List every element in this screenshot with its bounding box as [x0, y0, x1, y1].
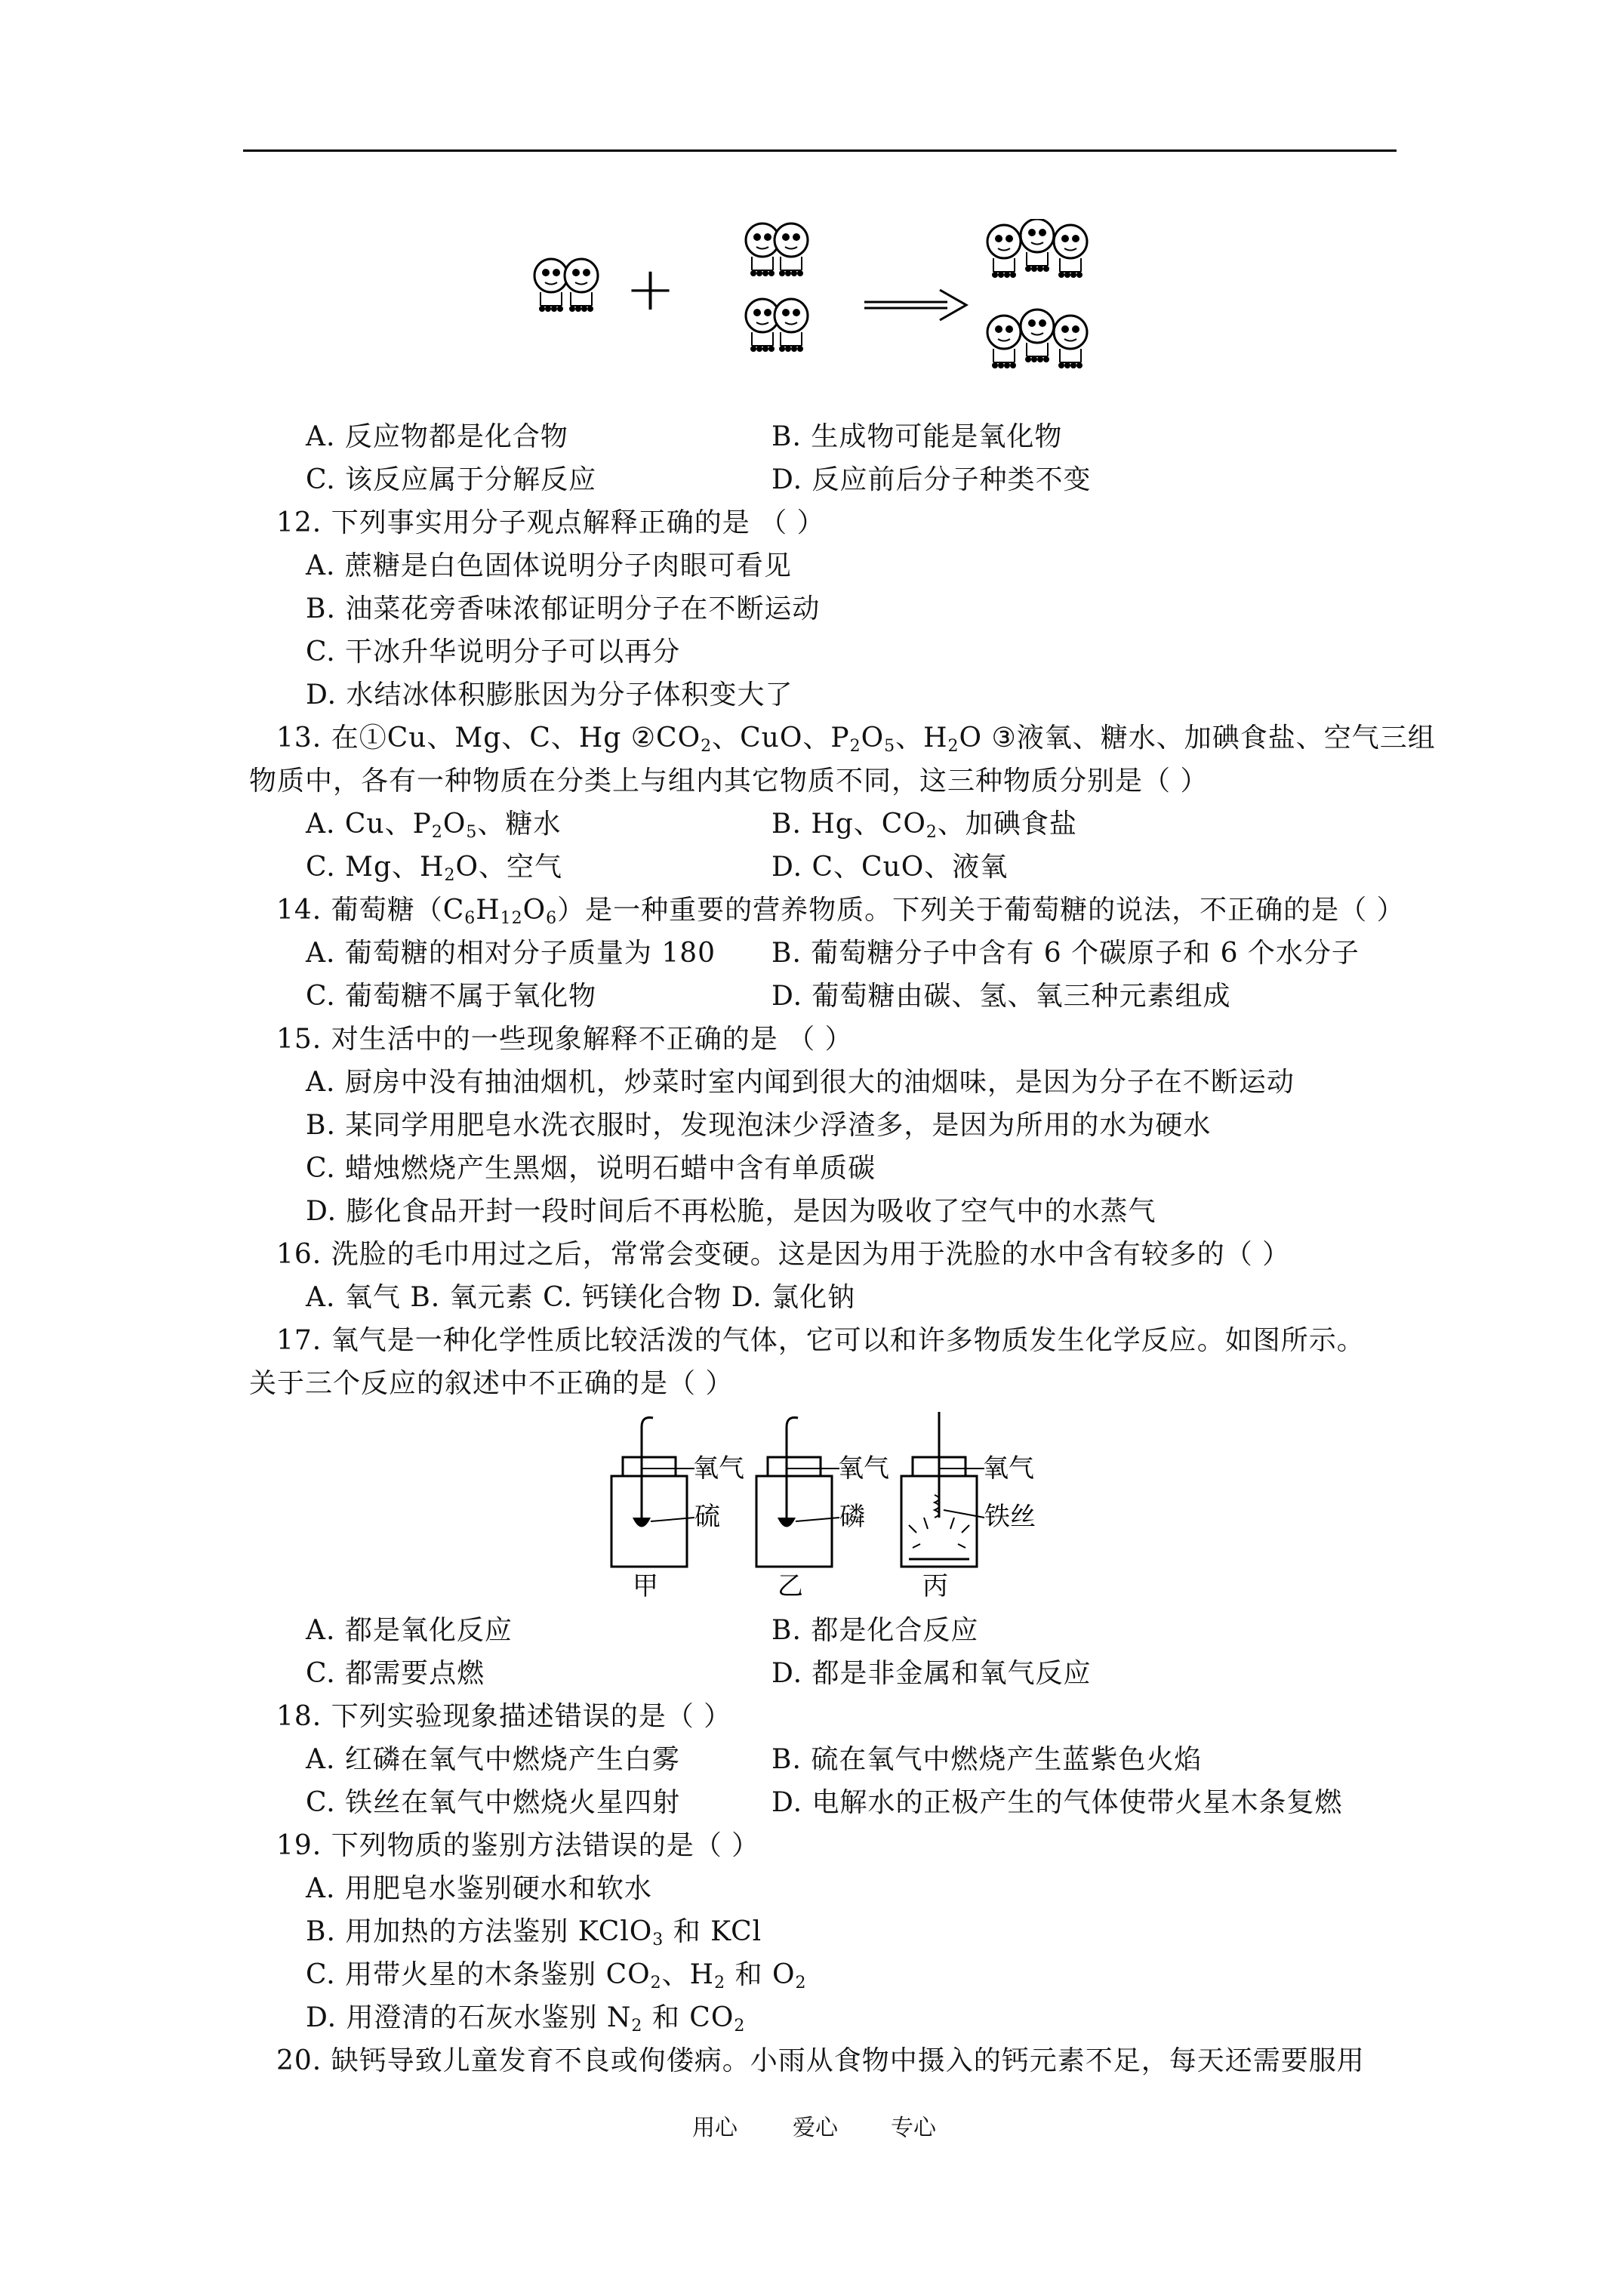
jar-yi	[756, 1418, 889, 1601]
q15-stem: 15. 对生活中的一些现象解释不正确的是 （ ）	[276, 1024, 853, 1055]
q11-option-d: D. 反应前后分子种类不变	[771, 464, 1092, 495]
q13-option-c: C. Mg、$H_2O$、空气	[306, 852, 562, 885]
q15-option-a: A. 厨房中没有抽油烟机，炒菜时室内闻到很大的油烟味，是因为分子在不断运动	[306, 1067, 1295, 1098]
q17-option-c: C. 都需要点燃	[306, 1658, 485, 1689]
q12-option-b: B. 油菜花旁香味浓郁证明分子在不断运动	[306, 593, 821, 624]
q12-option-a: A. 蔗糖是白色固体说明分子肉眼可看见	[306, 550, 792, 581]
q17-option-a: A. 都是氧化反应	[306, 1615, 513, 1646]
q13-option-d: D. C、CuO、液氧	[771, 852, 1009, 883]
q16-stem: 16. 洗脸的毛巾用过之后，常常会变硬。这是因为用于洗脸的水中含有较多的（ ）	[276, 1239, 1291, 1270]
q19-option-c: C. 用带火星的木条鉴别 $CO_2$、$H_2$ 和 $O_2$	[306, 1959, 807, 1992]
q19-option-b: B. 用加热的方法鉴别 KClO$_3$ 和 KCl	[306, 1916, 762, 1949]
q12-option-d: D. 水结冰体积膨胀因为分子体积变大了	[306, 680, 793, 710]
q15-option-d: D. 膨化食品开封一段时间后不再松脆，是因为吸收了空气中的水蒸气	[306, 1196, 1156, 1227]
reactant-molecule-a	[534, 259, 598, 312]
q13-option-b: B. Hg、$CO_2$、加碘食盐	[771, 809, 1077, 842]
svg-text:氧气: 氧气	[693, 1453, 744, 1484]
svg-text:铁丝: 铁丝	[984, 1502, 1036, 1532]
q15-option-c: C. 蜡烛燃烧产生黑烟，说明石蜡中含有单质碳	[306, 1153, 876, 1184]
svg-text:丙: 丙	[922, 1571, 948, 1601]
q19-stem: 19. 下列物质的鉴别方法错误的是（ ）	[276, 1830, 760, 1861]
molecule-reaction-figure	[521, 219, 1125, 400]
q11-option-a: A. 反应物都是化合物	[306, 421, 568, 452]
q14-option-d: D. 葡萄糖由碳、氢、氧三种元素组成	[771, 981, 1231, 1012]
q17-stem-line2: 关于三个反应的叙述中不正确的是（ ）	[249, 1368, 734, 1399]
product-molecule-1	[987, 219, 1087, 278]
svg-text:硫: 硫	[694, 1502, 720, 1532]
svg-text:氧气: 氧气	[838, 1453, 889, 1484]
q18-option-b: B. 硫在氧气中燃烧产生蓝紫色火焰	[771, 1744, 1203, 1775]
header-rule	[243, 149, 1397, 152]
svg-text:乙: 乙	[778, 1571, 803, 1601]
q17-stem-line1: 17. 氧气是一种化学性质比较活泼的气体，它可以和许多物质发生化学反应。如图所示。	[276, 1325, 1365, 1356]
q12-option-c: C. 干冰升华说明分子可以再分	[306, 636, 681, 667]
plus-sign: +	[625, 254, 676, 324]
q19-option-d: D. 用澄清的石灰水鉴别 $N_2$ 和 $CO_2$	[306, 2002, 746, 2036]
q19-option-a: A. 用肥皂水鉴别硬水和软水	[306, 1873, 652, 1904]
reactant-molecule-b2	[746, 299, 808, 352]
footer-text-c: 专心	[891, 2115, 936, 2141]
svg-text:磷: 磷	[839, 1502, 865, 1532]
product-molecule-2	[987, 310, 1087, 368]
q14-option-b: B. 葡萄糖分子中含有 6 个碳原子和 6 个水分子	[771, 938, 1360, 969]
q14-option-c: C. 葡萄糖不属于氧化物	[306, 981, 597, 1012]
reaction-arrow-icon	[864, 290, 966, 320]
q18-option-a: A. 红磷在氧气中燃烧产生白雾	[306, 1744, 680, 1775]
reactant-molecule-b1	[746, 223, 808, 276]
q17-option-d: D. 都是非金属和氧气反应	[771, 1658, 1092, 1689]
q11-option-b: B. 生成物可能是氧化物	[771, 421, 1063, 452]
q17-option-b: B. 都是化合反应	[771, 1615, 979, 1646]
jar-bing	[901, 1412, 1036, 1601]
q15-option-b: B. 某同学用肥皂水洗衣服时，发现泡沫少浮渣多，是因为所用的水为硬水	[306, 1110, 1212, 1141]
q14-option-a: A. 葡萄糖的相对分子质量为 180	[306, 938, 716, 969]
q18-option-d: D. 电解水的正极产生的气体使带火星木条复燃	[771, 1787, 1343, 1818]
q18-stem: 18. 下列实验现象描述错误的是（ ）	[276, 1701, 732, 1732]
combustion-apparatus-figure	[596, 1404, 1064, 1601]
q13-stem-line1: 13. 在①Cu、Mg、C、Hg $②CO_2$、CuO、$P_2O_5$、$H_2O$ ③液氧、糖水、加碘食盐、空气三组	[276, 723, 1436, 756]
svg-text:甲: 甲	[633, 1571, 658, 1601]
footer-text-a: 用心	[692, 2115, 738, 2141]
q13-stem-line2: 物质中，各有一种物质在分类上与组内其它物质不同，这三种物质分别是（ ）	[249, 766, 1209, 797]
q13-option-a: A. Cu、$P_2O_5$、糖水	[306, 809, 562, 842]
svg-text:氧气: 氧气	[983, 1453, 1034, 1484]
jar-jia	[611, 1418, 744, 1601]
q18-option-c: C. 铁丝在氧气中燃烧火星四射	[306, 1787, 681, 1818]
q16-options: A. 氧气 B. 氧元素 C. 钙镁化合物 D. 氯化钠	[306, 1282, 856, 1313]
q20-stem: 20. 缺钙导致儿童发育不良或佝偻病。小雨从食物中摄入的钙元素不足，每天还需要服用	[276, 2045, 1365, 2076]
q12-stem: 12. 下列事实用分子观点解释正确的是 （ ）	[276, 507, 825, 538]
q11-option-c: C. 该反应属于分解反应	[306, 464, 597, 495]
footer-text-b: 爱心	[793, 2115, 838, 2141]
q14-stem: 14. 葡萄糖$(C_6H_{12}O_6)$是一种重要的营养物质。下列关于葡萄糖的说法，不正确的是（ ）	[276, 895, 1405, 928]
